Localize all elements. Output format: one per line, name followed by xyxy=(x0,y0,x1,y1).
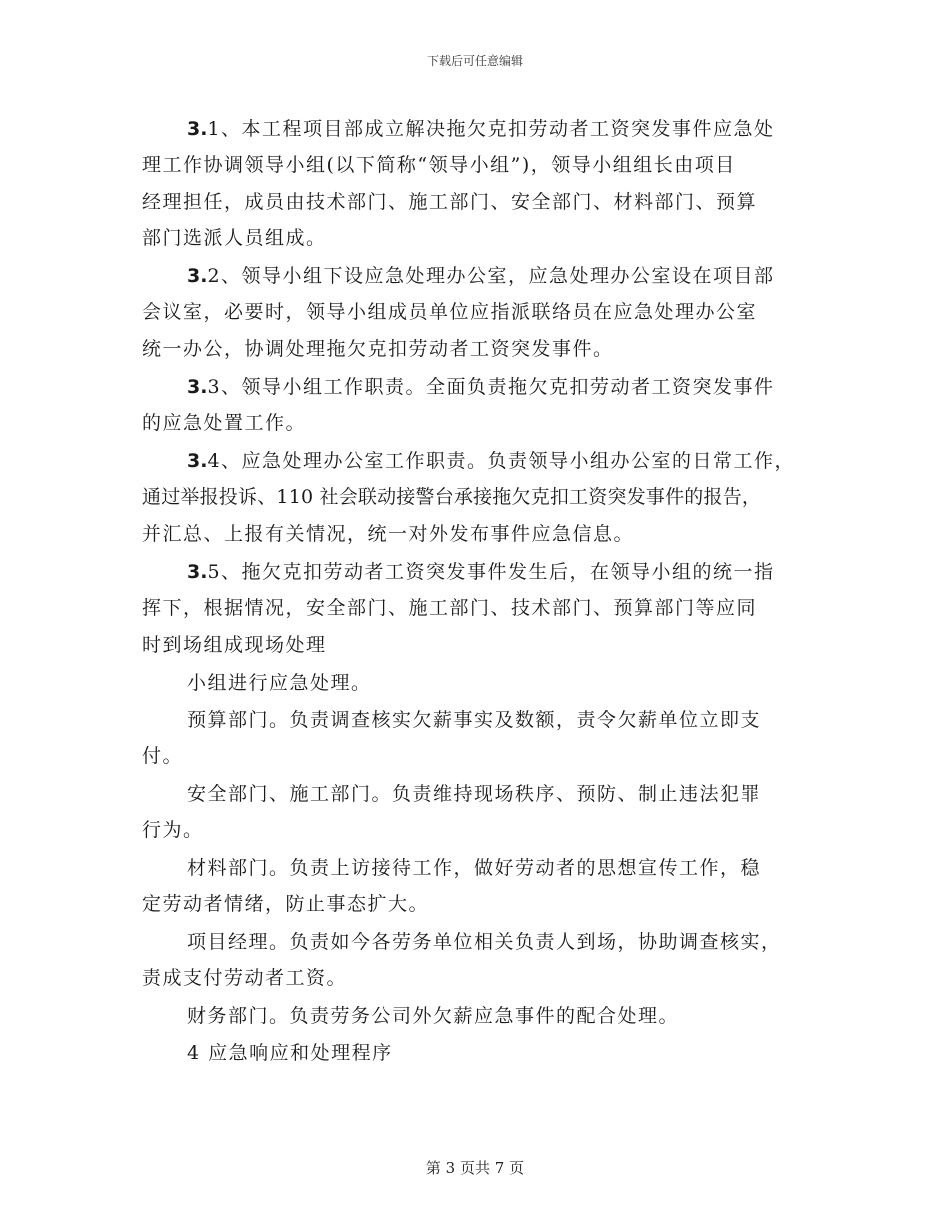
section-3-4-line-2: 通过举报投诉、110 社会联动接警台承接拖欠克扣工资突发事件的报告， xyxy=(142,486,762,508)
item-budget-dept-line-2: 付。 xyxy=(142,745,184,767)
section-3-2-line-2: 会议室，必要时，领导小组成员单位应指派联络员在应急处理办公室 xyxy=(142,301,758,323)
item-finance-dept: 财务部门。负责劳务公司外欠薪应急事件的配合处理。 xyxy=(187,1005,680,1027)
section-3-2-line-1: 3.2、领导小组下设应急处理办公室，应急处理办公室设在项目部 xyxy=(187,265,775,287)
section-3-5-line-1: 3.5、拖欠克扣劳动者工资突发事件发生后，在领导小组的统一指 xyxy=(187,561,775,583)
section-number: 3. xyxy=(187,450,208,472)
item-material-dept-line-2: 定劳动者情绪，防止事态扩大。 xyxy=(142,893,430,915)
section-3-4-line-3: 并汇总、上报有关情况，统一对外发布事件应急信息。 xyxy=(142,523,635,545)
section-3-2-line-3: 统一办公，协调处理拖欠克扣劳动者工资突发事件。 xyxy=(142,338,614,360)
item-safety-dept-line-2: 行为。 xyxy=(142,819,204,841)
section-4-heading: 4 应急响应和处理程序 xyxy=(187,1042,393,1064)
section-number: 3. xyxy=(187,561,208,583)
item-budget-dept-line-1: 预算部门。负责调查核实欠薪事实及数额，责令欠薪单位立即支 xyxy=(187,709,762,731)
section-number: 3. xyxy=(187,376,208,398)
section-3-3-line-1: 3.3、领导小组工作职责。全面负责拖欠克扣劳动者工资突发事件 xyxy=(187,376,775,398)
page-header: 下载后可任意编辑 xyxy=(426,54,523,68)
section-3-1-line-3: 经理担任，成员由技术部门、施工部门、安全部门、材料部门、预算 xyxy=(142,191,758,213)
item-team-emergency: 小组进行应急处理。 xyxy=(187,672,372,694)
item-project-manager-line-2: 责成支付劳动者工资。 xyxy=(142,967,348,989)
item-material-dept-line-1: 材料部门。负责上访接待工作，做好劳动者的思想宣传工作，稳 xyxy=(187,857,762,879)
item-safety-dept-line-1: 安全部门、施工部门。负责维持现场秩序、预防、制止违法犯罪 xyxy=(187,783,762,805)
section-3-3-line-2: 的应急处置工作。 xyxy=(142,412,307,434)
item-project-manager-line-1: 项目经理。负责如今各劳务单位相关负责人到场，协助调查核实， xyxy=(187,931,782,953)
section-3-5-line-2: 挥下，根据情况，安全部门、施工部门、技术部门、预算部门等应同 xyxy=(142,597,758,619)
section-3-1-line-2: 理工作协调领导小组(以下简称“领导小组”)，领导小组组长由项目 xyxy=(142,154,736,176)
section-3-1-line-4: 部门选派人员组成。 xyxy=(142,227,327,249)
section-3-5-line-3: 时到场组成现场处理 xyxy=(142,634,327,656)
page-footer: 第 3 页共 7 页 xyxy=(425,1159,525,1177)
section-3-1-line-1: 3.1、本工程项目部成立解决拖欠克扣劳动者工资突发事件应急处 xyxy=(187,118,775,140)
section-3-4-line-1: 3.4、应急处理办公室工作职责。负责领导小组办公室的日常工作， xyxy=(187,450,796,472)
section-number: 3. xyxy=(187,265,208,287)
section-number: 3. xyxy=(187,118,208,140)
